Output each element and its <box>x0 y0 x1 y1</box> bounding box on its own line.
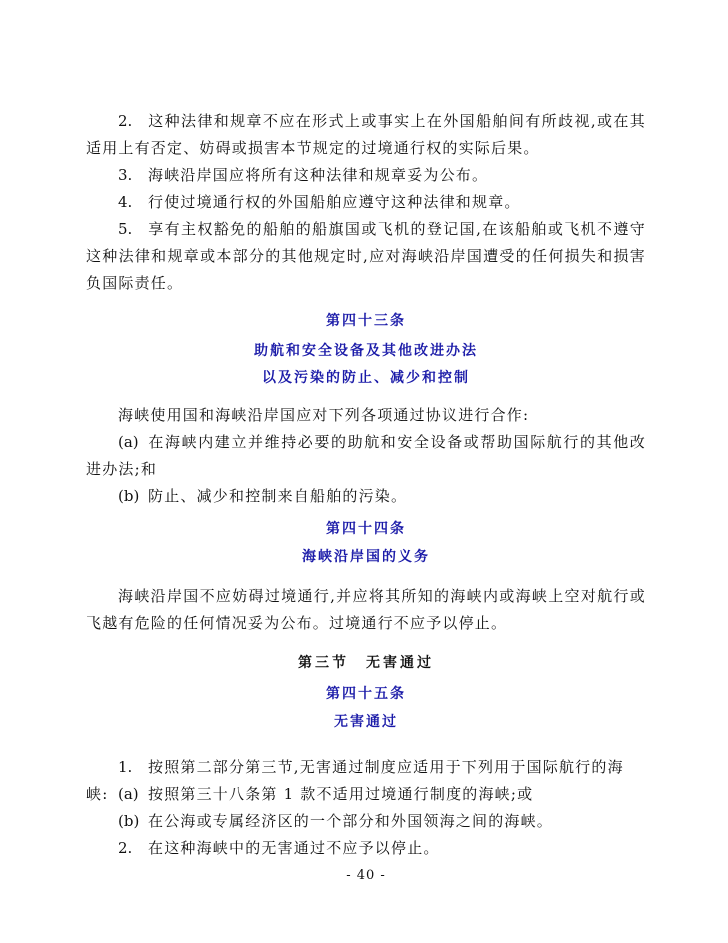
item-label: (a) <box>118 785 139 803</box>
article-43-number: 第四十三条 <box>326 313 406 329</box>
paragraph-text: 按照第二部分第三节,无害通过制度应适用于下列用于国际航行的海峡: <box>86 758 624 803</box>
paragraph-number: 5. <box>118 220 133 238</box>
paragraph-number: 3. <box>118 166 133 184</box>
item-label: (a) <box>118 433 139 451</box>
item-label: (b) <box>118 487 140 505</box>
article-43-title-line-2: 以及污染的防止、减少和控制 <box>262 370 470 386</box>
paragraph-text: 海峡沿岸国应将所有这种法律和规章妥为公布。 <box>148 166 489 184</box>
paragraph-number: 2. <box>118 112 133 130</box>
section-3-title: 第三节 无害通过 <box>298 655 434 671</box>
paragraph-text: 在这种海峡中的无害通过不应予以停止。 <box>148 839 440 857</box>
paragraph-text: 享有主权豁免的船舶的船旗国或飞机的登记国,在该船舶或飞机不遵守这种法律和规章或本部分的其他规定时,应对海峡沿岸国遭受的任何损失和损害负国际责任。 <box>86 220 646 292</box>
article-45-number: 第四十五条 <box>326 686 406 702</box>
article-44-title: 海峡沿岸国的义务 <box>302 549 430 565</box>
paragraph-3 <box>86 162 646 189</box>
article-44-number: 第四十四条 <box>326 521 406 537</box>
item-text: 在公海或专属经济区的一个部分和外国领海之间的海峡。 <box>148 812 554 830</box>
paragraph-number: 1. <box>118 758 133 776</box>
article-45-item-b <box>86 808 646 835</box>
paragraph-number: 2. <box>118 839 133 857</box>
item-label: (b) <box>118 812 140 830</box>
paragraph-text: 这种法律和规章不应在形式上或事实上在外国船舶间有所歧视,或在其适用上有否定、妨碍或损害本节规定的过境通行权的实际后果。 <box>86 112 646 157</box>
article-45-title: 无害通过 <box>334 714 398 730</box>
article-44-text: 海峡沿岸国不应妨碍过境通行,并应将其所知的海峡内或海峡上空对航行或飞越有危险的任何情况妥为公布。过境通行不应予以停止。 <box>86 587 646 632</box>
article-43-item-b <box>86 483 646 510</box>
article-45-paragraph-2 <box>86 835 646 862</box>
page-number: - 40 - <box>346 868 386 883</box>
article-45-item-a <box>86 781 646 808</box>
paragraph-text: 行使过境通行权的外国船舶应遵守这种法律和规章。 <box>148 193 521 211</box>
paragraph-5 <box>86 216 646 297</box>
item-text: 按照第三十八条第 1 款不适用过境通行制度的海峡;或 <box>148 785 534 803</box>
paragraph-4 <box>86 189 646 216</box>
article-43-intro: 海峡使用国和海峡沿岸国应对下列各项通过协议进行合作: <box>118 406 530 424</box>
paragraph-number: 4. <box>118 193 133 211</box>
article-43-title-line-1: 助航和安全设备及其他改进办法 <box>254 343 478 359</box>
item-text: 在海峡内建立并维持必要的助航和安全设备或帮助国际航行的其他改进办法;和 <box>86 433 646 478</box>
item-text: 防止、减少和控制来自船舶的污染。 <box>148 487 408 505</box>
paragraph-2 <box>86 108 646 162</box>
article-43-item-a <box>86 429 646 483</box>
